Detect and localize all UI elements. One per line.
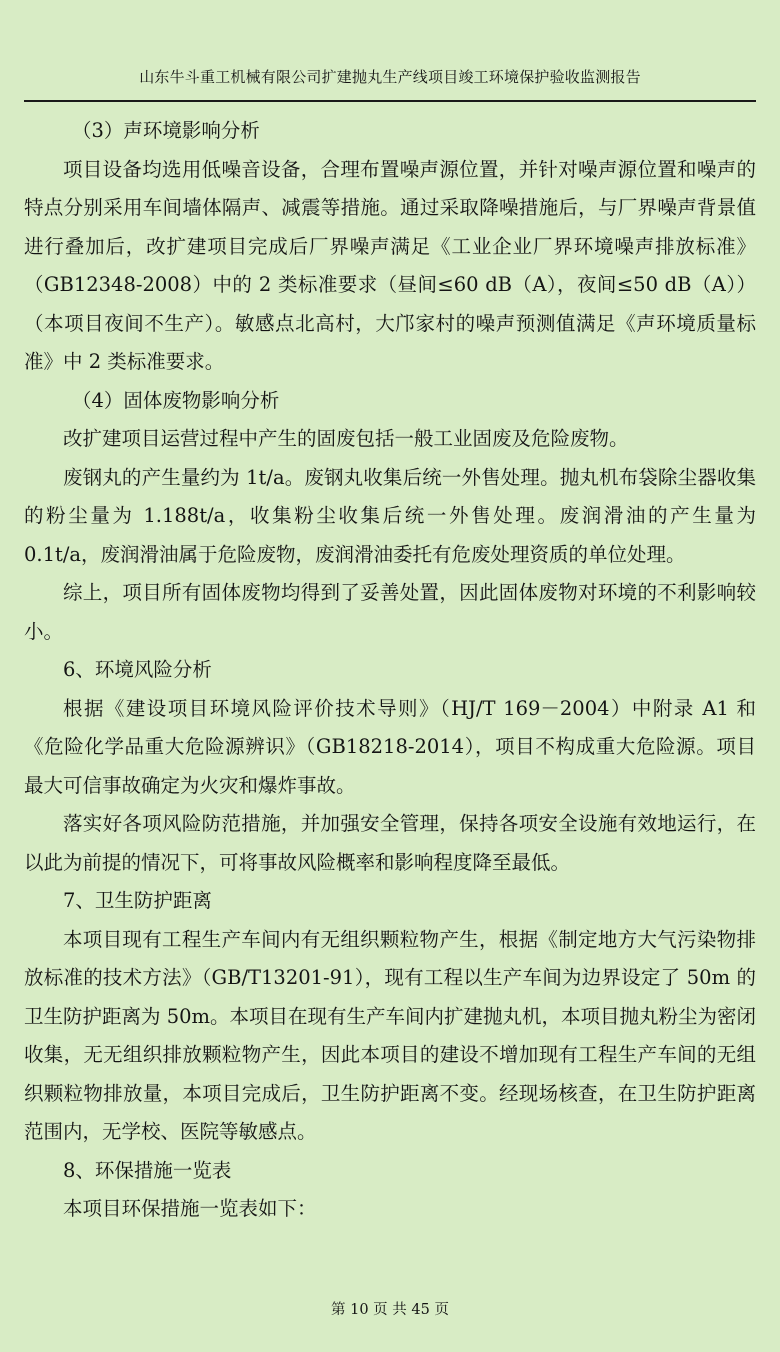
- section-heading-measures-table: 8、环保措施一览表: [63, 1158, 232, 1182]
- paragraph-solid-waste-detail: 废钢丸的产生量约为 1t/a。废钢丸收集后统一外售处理。抛丸机布袋除尘器收集的粉尘量为 1.188t/a，收集粉尘收集后统一外售处理。废润滑油的产生量为 0.1t/a，废润滑油属于危险废物，废润滑油委托有危废处理资质的单位处理。: [24, 465, 756, 566]
- section-heading-solid-waste: （4）固体废物影响分析: [72, 388, 280, 412]
- paragraph-solid-waste-intro: 改扩建项目运营过程中产生的固废包括一般工业固废及危险废物。: [63, 427, 629, 450]
- document-body: [24, 112, 756, 1229]
- page-header: 山东牛斗重工机械有限公司扩建抛丸生产线项目竣工环境保护验收监测报告: [139, 68, 641, 86]
- paragraph-noise-analysis: 项目设备均选用低噪音设备，合理布置噪声源位置，并针对噪声源位置和噪声的特点分别采用车间墙体隔声、减震等措施。通过采取降噪措施后，与厂界噪声背景值进行叠加后，改扩建项目完成后厂界噪声满足《工业企业厂界环境噪声排放标准》（GB12348-2008）中的 2 类标准要求（昼间≤60 dB（A），夜间≤50 dB（A））（本项目夜间不生产）。敏感点北高村，大邝家村的噪声预测值满足《声环境质量标准》中 2 类标准要求。: [24, 157, 756, 373]
- paragraph-risk-basis: 根据《建设项目环境风险评价技术导则》（HJ/T 169－2004）中附录 A1 和《危险化学品重大危险源辨识》（GB18218-2014），项目不构成重大危险源。项目最大可信事故确定为火灾和爆炸事故。: [24, 696, 756, 797]
- section-heading-risk: 6、环境风险分析: [63, 658, 212, 681]
- section-heading-noise: （3）声环境影响分析: [72, 119, 260, 142]
- paragraph-solid-waste-summary: 综上，项目所有固体废物均得到了妥善处置，因此固体废物对环境的不利影响较小。: [24, 581, 756, 643]
- section-heading-protection-distance: 7、卫生防护距离: [63, 889, 212, 912]
- paragraph-risk-measures: 落实好各项风险防范措施，并加强安全管理，保持各项安全设施有效地运行，在以此为前提的情况下，可将事故风险概率和影响程度降至最低。: [24, 812, 756, 874]
- header-divider: [24, 100, 756, 102]
- page-number: 第 10 页 共 45 页: [331, 1302, 449, 1318]
- paragraph-protection-distance: 本项目现有工程生产车间内有无组织颗粒物产生，根据《制定地方大气污染物排放标准的技术方法》（GB/T13201-91），现有工程以生产车间为边界设定了 50m 的卫生防护距离为 50m。本项目在现有生产车间内扩建抛丸机，本项目抛丸粉尘为密闭收集，无无组织排放颗粒物产生，因此本项目的建设不增加现有工程生产车间的无组织颗粒物排放量，本项目完成后，卫生防护距离不变。经现场核查，在卫生防护距离范围内，无学校、医院等敏感点。: [24, 927, 757, 1143]
- paragraph-measures-table-intro: 本项目环保措施一览表如下：: [63, 1197, 317, 1220]
